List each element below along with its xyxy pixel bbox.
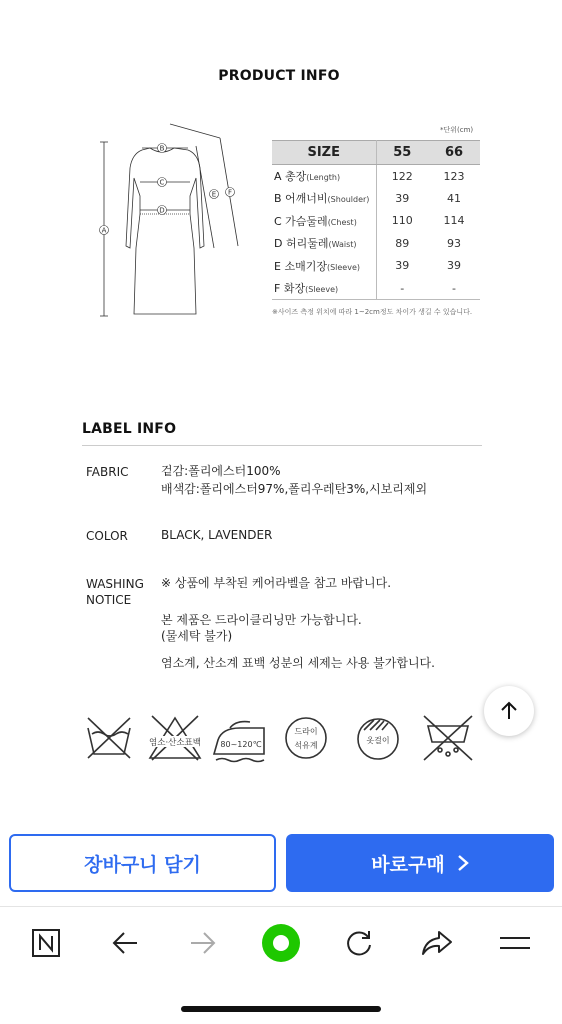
value-66: 41 xyxy=(447,191,461,205)
table-row xyxy=(272,255,480,278)
refresh-button[interactable] xyxy=(339,923,379,963)
add-to-cart-button[interactable] xyxy=(9,834,276,892)
hamburger-menu-icon xyxy=(500,935,530,951)
size-note: ※사이즈 측정 위치에 따라 1~2cm정도 차이가 생길 수 있습니다. xyxy=(272,308,473,316)
color-label: COLOR xyxy=(86,529,128,543)
value-66: - xyxy=(428,277,480,300)
bleach-text: 염소·산소표백 xyxy=(149,738,201,748)
back-button[interactable] xyxy=(105,923,145,963)
label-info-title: LABEL INFO xyxy=(82,421,177,437)
value-55: 89 xyxy=(395,236,410,250)
value-55: 39 xyxy=(395,259,410,273)
home-indicator xyxy=(181,1006,381,1012)
no-tumble-dry-icon xyxy=(420,712,476,764)
row-label: E 소매기장(Sleeve) xyxy=(272,255,376,278)
unit-note: *단위(cm) xyxy=(440,126,474,134)
naver-home-button[interactable] xyxy=(26,923,66,963)
product-info-title: PRODUCT INFO xyxy=(218,68,340,84)
fabric-value-2: 배색감:폴리에스터97%,폴리우레탄3%,시보리제외 xyxy=(161,482,428,496)
diagram-label-d: D xyxy=(159,206,165,215)
table-row xyxy=(272,277,480,300)
size-table xyxy=(272,140,480,300)
iron-icon xyxy=(210,712,268,764)
row-label: B 어깨너비(Shoulder) xyxy=(272,187,376,210)
value-66: 39 xyxy=(447,259,461,273)
row-label: A 총장(Length) xyxy=(272,165,376,188)
arrow-right-icon xyxy=(189,931,217,955)
hang-dry-icon xyxy=(350,712,406,764)
browser-toolbar xyxy=(0,906,562,978)
table-row xyxy=(272,210,480,233)
header-55: 55 xyxy=(376,141,428,165)
scroll-to-top-button[interactable] xyxy=(484,686,534,736)
header-66: 66 xyxy=(428,141,480,165)
arrow-up-icon xyxy=(500,701,518,721)
value-55: 39 xyxy=(395,191,410,205)
value-66: 123 xyxy=(443,169,465,183)
diagram-label-c: C xyxy=(159,178,165,187)
diagram-label-f: F xyxy=(227,188,233,197)
iron-text: 80~120℃ xyxy=(220,740,262,749)
hang-text: 옷걸이 xyxy=(366,736,390,745)
share-button[interactable] xyxy=(417,923,457,963)
table-row xyxy=(272,165,480,188)
washing-note-4: 염소계, 산소계 표백 성분의 세제는 사용 불가합니다. xyxy=(161,656,435,670)
no-wash-icon xyxy=(84,712,134,764)
fabric-label: FABRIC xyxy=(86,465,129,479)
washing-note-2: 본 제품은 드라이클리닝만 가능합니다. xyxy=(161,613,362,627)
naver-n-icon xyxy=(31,928,61,958)
row-label: D 허리둘레(Waist) xyxy=(272,232,376,255)
buy-now-label: 바로구매 xyxy=(371,853,445,876)
color-value: BLACK, LAVENDER xyxy=(161,528,273,542)
table-row xyxy=(272,232,480,255)
washing-label-1: WASHING xyxy=(86,577,144,591)
table-row xyxy=(272,187,480,210)
value-55: - xyxy=(376,277,428,300)
row-label: F 화장(Sleeve) xyxy=(272,277,376,300)
menu-button[interactable] xyxy=(495,923,535,963)
green-dot-button[interactable] xyxy=(261,923,301,963)
no-bleach-icon xyxy=(146,712,204,764)
add-to-cart-label: 장바구니 담기 xyxy=(84,853,201,876)
green-dot-icon xyxy=(261,923,301,963)
diagram-label-b: B xyxy=(159,144,165,153)
forward-button[interactable] xyxy=(183,923,223,963)
washing-note-3: (물세탁 불가) xyxy=(161,629,233,643)
share-icon xyxy=(421,929,453,957)
size-table-header xyxy=(272,141,480,165)
diagram-label-a: A xyxy=(101,226,107,235)
arrow-left-icon xyxy=(111,931,139,955)
dress-measurement-diagram xyxy=(92,118,252,324)
value-66: 93 xyxy=(447,236,461,250)
diagram-label-e: E xyxy=(211,190,217,199)
value-66: 114 xyxy=(443,214,465,228)
dry-text-2: 석유계 xyxy=(294,741,318,750)
dry-clean-icon xyxy=(282,712,330,764)
row-label: C 가슴둘레(Chest) xyxy=(272,210,376,233)
dry-text-1: 드라이 xyxy=(294,727,318,736)
refresh-icon xyxy=(344,928,374,958)
chevron-right-icon xyxy=(457,854,469,872)
divider xyxy=(82,445,482,446)
washing-label-2: NOTICE xyxy=(86,593,132,607)
value-55: 110 xyxy=(391,214,413,228)
header-size: SIZE xyxy=(272,141,376,165)
fabric-value-1: 겉감:폴리에스터100% xyxy=(161,464,281,478)
washing-note-1: ※ 상품에 부착된 케어라벨을 참고 바랍니다. xyxy=(161,576,392,590)
buy-now-button[interactable] xyxy=(286,834,554,892)
value-55: 122 xyxy=(391,169,413,183)
